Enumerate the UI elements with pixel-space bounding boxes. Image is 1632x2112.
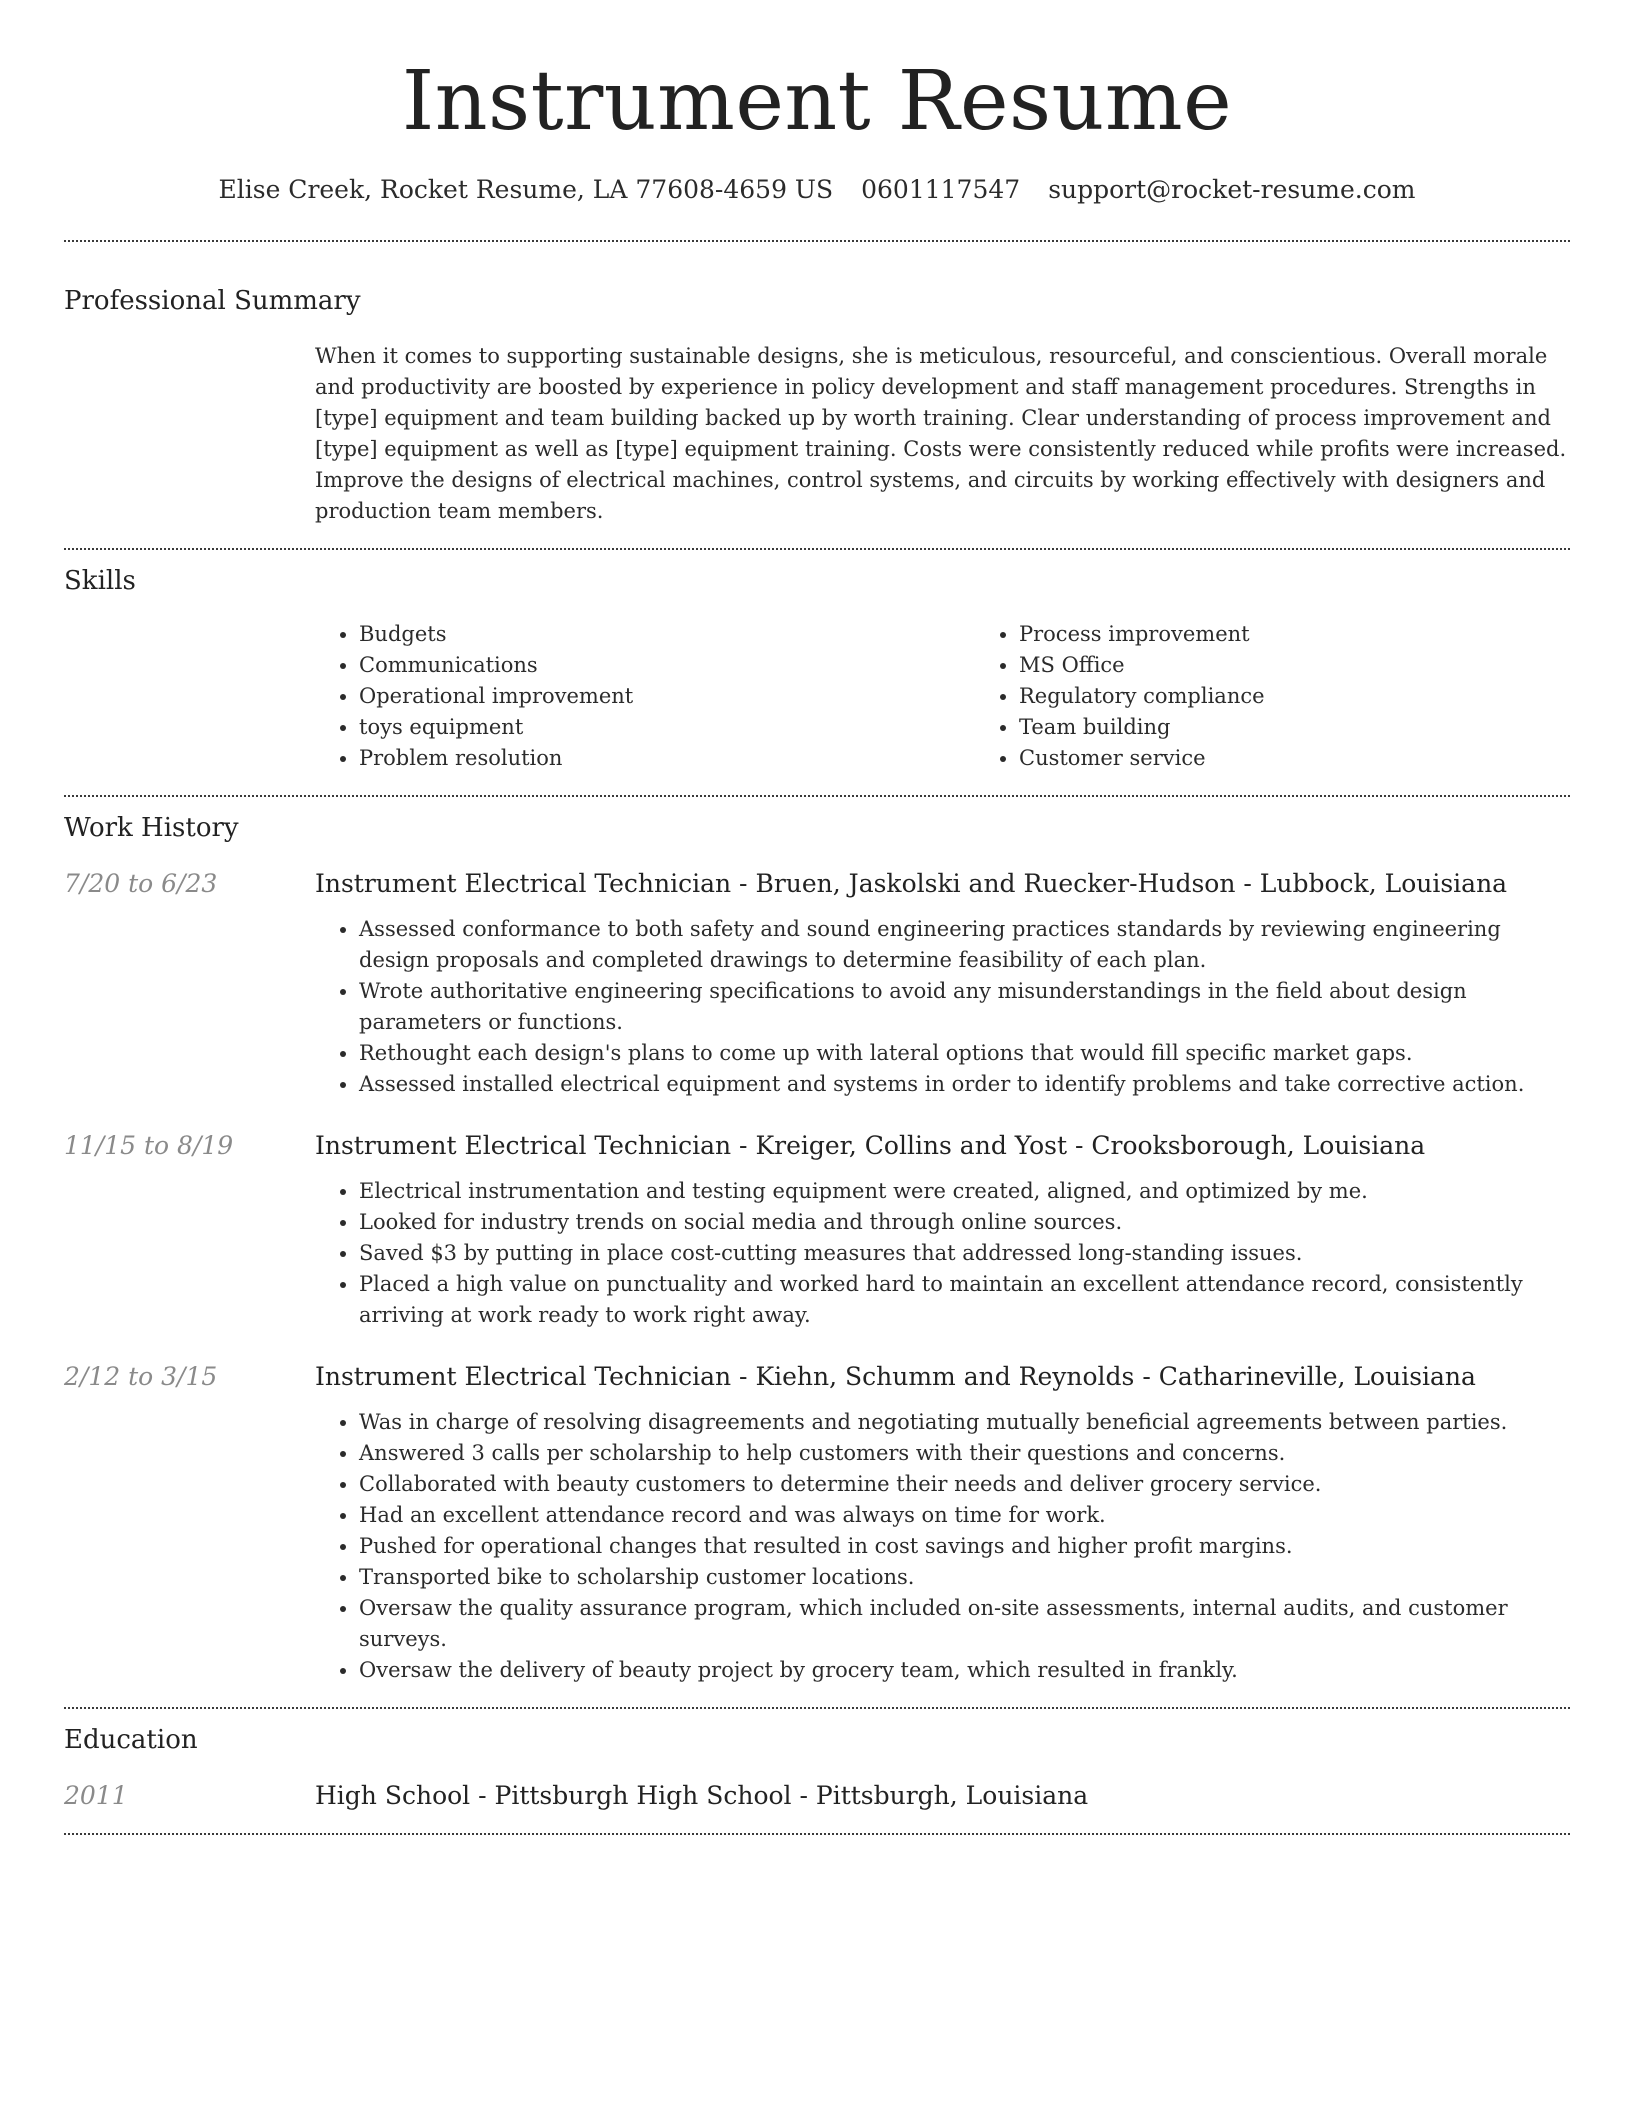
section-divider — [64, 1707, 1570, 1709]
job-title: Instrument Electrical Technician - Bruen, Jaskolski and Ruecker-Hudson - Lubbock, Louisiana — [315, 869, 1508, 898]
skill-item: • Regulatory compliance — [1019, 681, 1632, 712]
job-bullet: • Rethought each design's plans to come up with lateral options that would fill specific market gaps. — [359, 1038, 1570, 1069]
skill-item: • Operational improvement — [359, 681, 975, 712]
job-dates: 7/20 to 6/23 — [64, 869, 218, 898]
job-bullets — [315, 914, 1570, 1100]
summary-section — [64, 284, 1570, 527]
job-dates: 2/12 to 3/15 — [64, 1362, 218, 1391]
contact-line — [64, 172, 1570, 208]
job-entry — [64, 1129, 1570, 1331]
resume-page — [64, 0, 1570, 1835]
job-title: Instrument Electrical Technician - Kreiger, Collins and Yost - Crooksborough, Louisiana — [315, 1131, 1426, 1160]
job-entry — [64, 1360, 1570, 1686]
work-history-heading: Work History — [64, 813, 239, 843]
job-bullet: • Had an excellent attendance record and was always on time for work. — [359, 1500, 1570, 1531]
skills-list-left — [315, 619, 975, 774]
education-section — [64, 1723, 1570, 1813]
skills-section — [64, 564, 1570, 774]
job-bullets — [315, 1176, 1570, 1331]
job-bullets — [315, 1407, 1570, 1686]
job-bullet: • Wrote authoritative engineering specifications to avoid any misunderstandings in the field about design parameters or functions. — [359, 976, 1570, 1038]
section-divider — [64, 795, 1570, 797]
section-divider — [64, 548, 1570, 550]
education-heading: Education — [64, 1725, 198, 1755]
education-date: 2011 — [64, 1781, 128, 1810]
job-bullet: • Electrical instrumentation and testing equipment were created, aligned, and optimized by me. — [359, 1176, 1570, 1207]
job-bullet: • Saved $3 by putting in place cost-cutting measures that addressed long-standing issues. — [359, 1238, 1570, 1269]
job-bullet: • Transported bike to scholarship customer locations. — [359, 1562, 1570, 1593]
job-bullet: • Oversaw the quality assurance program, which included on-site assessments, internal audits, and customer surveys. — [359, 1593, 1570, 1655]
job-bullet: • Was in charge of resolving disagreements and negotiating mutually beneficial agreements between parties. — [359, 1407, 1570, 1438]
resume-name: Instrument Resume — [401, 54, 1233, 149]
section-divider — [64, 240, 1570, 242]
contact-email: support@rocket-resume.com — [1048, 175, 1416, 204]
job-bullet: • Assessed conformance to both safety and sound engineering practices standards by reviewing engineering design proposals and completed drawings to determine feasibility of each plan. — [359, 914, 1570, 976]
skills-heading: Skills — [64, 566, 136, 596]
skill-item: • Problem resolution — [359, 743, 975, 774]
skill-item: • Process improvement — [1019, 619, 1632, 650]
skill-item: • Team building — [1019, 712, 1632, 743]
education-entry — [64, 1779, 1570, 1813]
job-bullet: • Pushed for operational changes that resulted in cost savings and higher profit margins. — [359, 1531, 1570, 1562]
job-dates: 11/15 to 8/19 — [64, 1131, 234, 1160]
job-bullet: • Collaborated with beauty customers to determine their needs and deliver grocery service. — [359, 1469, 1570, 1500]
skill-item: • toys equipment — [359, 712, 975, 743]
skills-list-right — [975, 619, 1632, 774]
contact-phone: 0601117547 — [861, 175, 1021, 204]
job-bullet: • Oversaw the delivery of beauty project by grocery team, which resulted in frankly. — [359, 1655, 1570, 1686]
summary-heading: Professional Summary — [64, 286, 361, 316]
work-history-section — [64, 811, 1570, 1686]
job-entry — [64, 867, 1570, 1100]
skill-item: • Budgets — [359, 619, 975, 650]
contact-address: Elise Creek, Rocket Resume, LA 77608-4659 US — [218, 175, 834, 204]
job-bullet: • Answered 3 calls per scholarship to help customers with their questions and concerns. — [359, 1438, 1570, 1469]
summary-text: When it comes to supporting sustainable designs, she is meticulous, resourceful, and conscientious. Overall morale and productivity are boosted by experience in policy development and staff management procedures. Strengths in [type] equipment and team building backed up by worth training. Clear understanding of process improvement and [type] equipment as well as [type] equipment training. Costs were consistently reduced while profits were increased. Improve the designs of electrical machines, control systems, and circuits by working effectively with designers and production team members. — [315, 344, 1567, 523]
job-bullet: • Assessed installed electrical equipment and systems in order to identify problems and take corrective action. — [359, 1069, 1570, 1100]
skill-item: • Customer service — [1019, 743, 1632, 774]
skill-item: • Communications — [359, 650, 975, 681]
job-bullet: • Placed a high value on punctuality and worked hard to maintain an excellent attendance record, consistently arriving at work ready to work right away. — [359, 1269, 1570, 1331]
job-title: Instrument Electrical Technician - Kiehn, Schumm and Reynolds - Catharineville, Louisiana — [315, 1362, 1476, 1391]
job-bullet: • Looked for industry trends on social media and through online sources. — [359, 1207, 1570, 1238]
section-divider — [64, 1833, 1570, 1835]
education-title: High School - Pittsburgh High School - Pittsburgh, Louisiana — [315, 1781, 1089, 1810]
skill-item: • MS Office — [1019, 650, 1632, 681]
